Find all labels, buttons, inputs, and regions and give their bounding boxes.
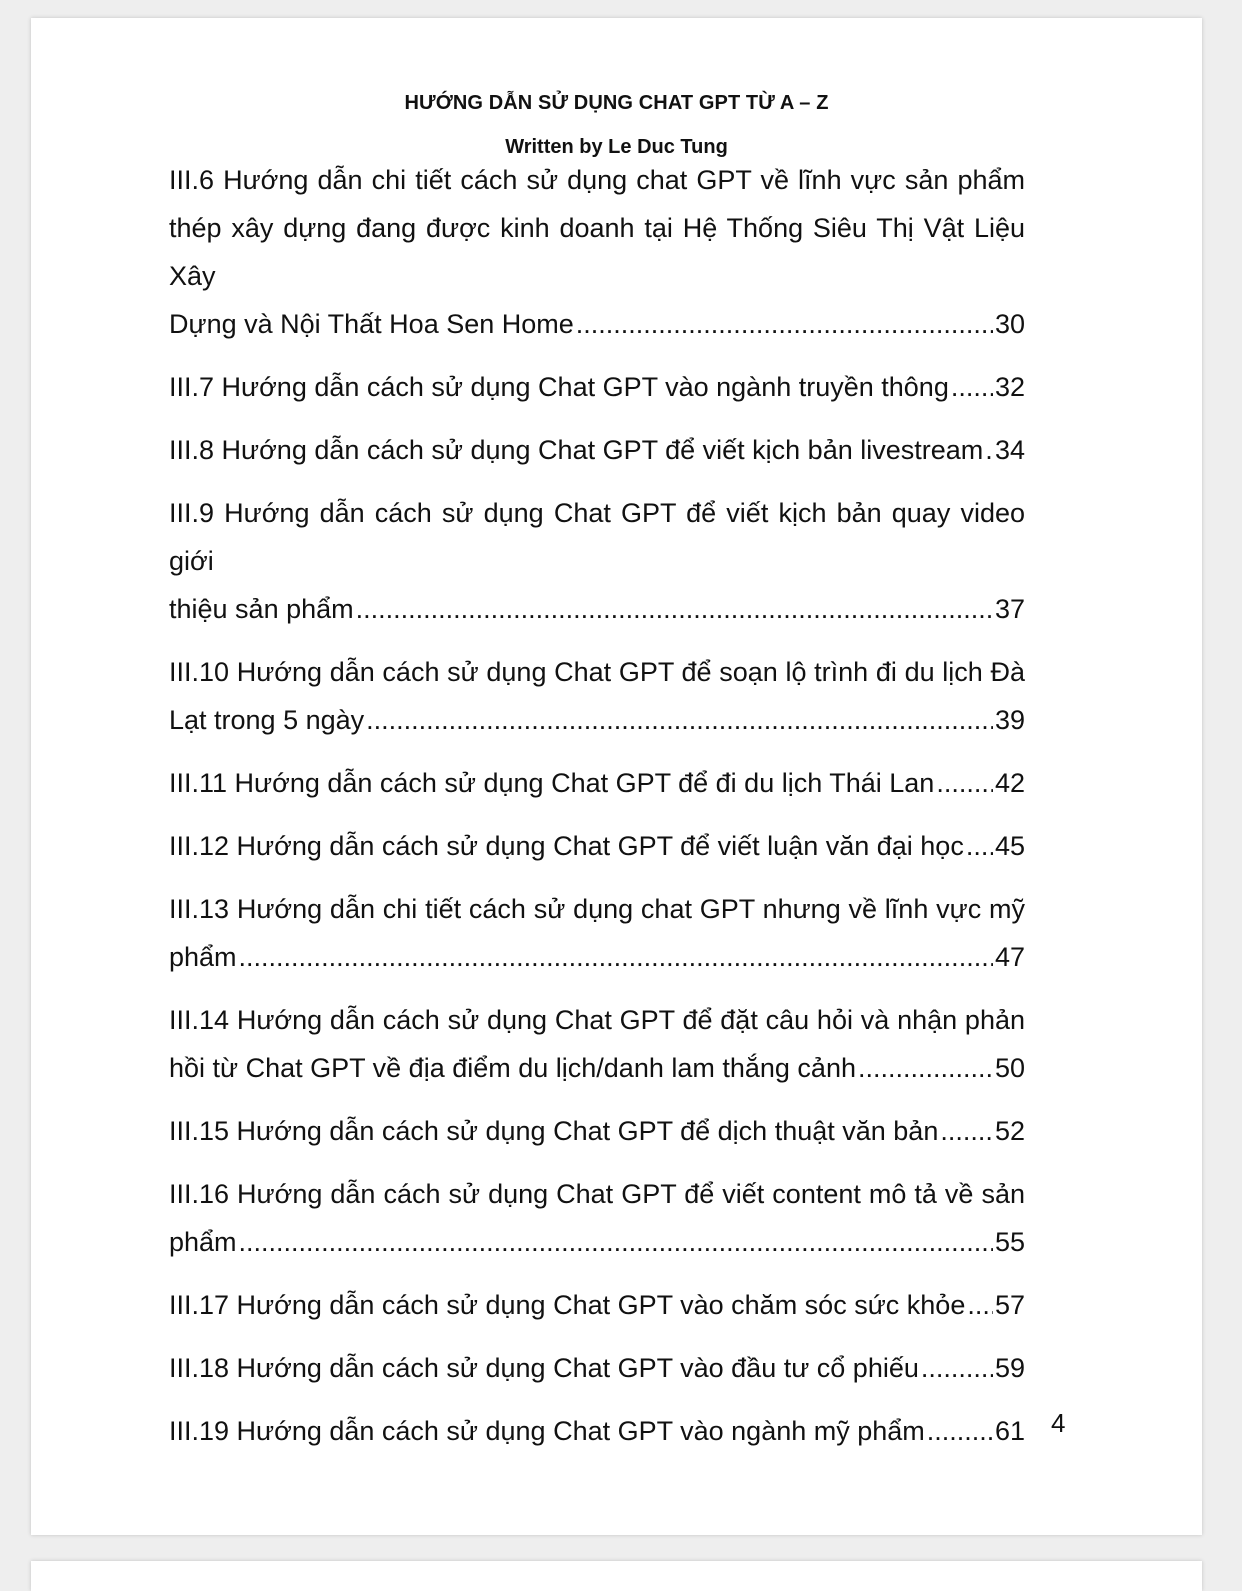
toc-page-number: 42 <box>994 768 1025 798</box>
toc-entry-last-line <box>169 696 1025 744</box>
toc-entry-last-line <box>169 759 1025 807</box>
toc-entry-last-line <box>169 426 1025 474</box>
dot-leader <box>921 1344 993 1392</box>
toc-entry-last-line <box>169 1407 1025 1455</box>
toc-entry[interactable] <box>169 1407 1025 1455</box>
toc-entry-text: III.12 Hướng dẫn cách sử dụng Chat GPT để viết luận văn đại học <box>169 831 964 861</box>
toc-entry[interactable] <box>169 1107 1025 1155</box>
author-line: Written by Le Duc Tung <box>505 136 728 158</box>
toc-entry[interactable] <box>169 426 1025 474</box>
toc-entry-text: Lạt trong 5 ngày <box>169 705 365 735</box>
toc-page-number: 37 <box>994 594 1025 624</box>
toc-entry[interactable] <box>169 156 1025 348</box>
dot-leader <box>940 1107 993 1155</box>
dot-leader <box>576 300 993 348</box>
dot-leader <box>356 585 993 633</box>
toc-entry[interactable] <box>169 822 1025 870</box>
toc-entry-last-line <box>169 300 1025 348</box>
toc-entry-line: III.10 Hướng dẫn cách sử dụng Chat GPT để soạn lộ trình đi du lịch Đà <box>169 657 1025 687</box>
toc-entry-text: III.7 Hướng dẫn cách sử dụng Chat GPT vào ngành truyền thông <box>169 372 949 402</box>
dot-leader <box>927 1407 993 1455</box>
toc-entry-last-line <box>169 363 1025 411</box>
toc-entry-line: III.9 Hướng dẫn cách sử dụng Chat GPT để viết kịch bản quay video giới <box>169 498 1025 576</box>
toc-entry-line: III.13 Hướng dẫn chi tiết cách sử dụng chat GPT nhưng về lĩnh vực mỹ <box>169 894 1025 924</box>
dot-leader <box>858 1044 993 1092</box>
toc-entry-last-line <box>169 1344 1025 1392</box>
toc-entry[interactable] <box>169 1281 1025 1329</box>
toc-page-number: 55 <box>994 1227 1025 1257</box>
dot-leader <box>966 822 993 870</box>
toc-entry[interactable] <box>169 1170 1025 1266</box>
toc-entry-line: thép xây dựng đang được kinh doanh tại Hệ Thống Siêu Thị Vật Liệu Xây <box>169 213 1025 291</box>
toc-entry-last-line <box>169 585 1025 633</box>
toc-entry[interactable] <box>169 363 1025 411</box>
dot-leader <box>951 363 993 411</box>
toc-page-number: 45 <box>994 831 1025 861</box>
toc-page-number: 61 <box>994 1416 1025 1446</box>
page-number: 4 <box>1051 1408 1066 1438</box>
toc-page-number: 52 <box>994 1116 1025 1146</box>
toc-page-number: 57 <box>994 1290 1025 1320</box>
dot-leader <box>936 759 993 807</box>
toc-page-number: 39 <box>994 705 1025 735</box>
toc-entry-last-line <box>169 1107 1025 1155</box>
toc-entry[interactable] <box>169 1344 1025 1392</box>
dot-leader <box>366 696 993 744</box>
toc-page-number: 30 <box>994 309 1025 339</box>
toc-entry-last-line <box>169 1281 1025 1329</box>
toc-entry-text: hồi từ Chat GPT về địa điểm du lịch/danh lam thắng cảnh <box>169 1053 856 1083</box>
document-title: HƯỚNG DẪN SỬ DỤNG CHAT GPT TỪ A – Z <box>404 92 829 114</box>
toc-entry-text: thiệu sản phẩm <box>169 594 354 624</box>
toc-entry[interactable] <box>169 648 1025 744</box>
document-page <box>31 18 1202 1535</box>
dot-leader <box>239 933 993 981</box>
dot-leader <box>239 1218 993 1266</box>
toc-entry-text: III.17 Hướng dẫn cách sử dụng Chat GPT vào chăm sóc sức khỏe <box>169 1290 966 1320</box>
toc-entry-line: III.14 Hướng dẫn cách sử dụng Chat GPT để đặt câu hỏi và nhận phản <box>169 1005 1025 1035</box>
toc-entry[interactable] <box>169 759 1025 807</box>
toc-entry-text: phẩm <box>169 1227 237 1257</box>
toc-entry-text: III.15 Hướng dẫn cách sử dụng Chat GPT để dịch thuật văn bản <box>169 1116 939 1146</box>
toc-entry[interactable] <box>169 996 1025 1092</box>
toc-entry-text: III.8 Hướng dẫn cách sử dụng Chat GPT để viết kịch bản livestream <box>169 435 984 465</box>
toc-entry-text: phẩm <box>169 942 237 972</box>
toc-entry-line: III.16 Hướng dẫn cách sử dụng Chat GPT để viết content mô tả về sản <box>169 1179 1025 1209</box>
toc-entry-last-line <box>169 1044 1025 1092</box>
next-page-edge <box>31 1561 1202 1591</box>
dot-leader <box>967 1281 993 1329</box>
toc-page-number: 59 <box>994 1353 1025 1383</box>
toc-page-number: 34 <box>994 435 1025 465</box>
toc-entry-line: III.6 Hướng dẫn chi tiết cách sử dụng chat GPT về lĩnh vực sản phẩm <box>169 165 1025 195</box>
toc-entry-last-line <box>169 933 1025 981</box>
toc-entry-last-line <box>169 1218 1025 1266</box>
dot-leader <box>985 426 993 474</box>
toc-entry-last-line <box>169 822 1025 870</box>
toc-page-number: 47 <box>994 942 1025 972</box>
toc-entry-text: III.18 Hướng dẫn cách sử dụng Chat GPT vào đầu tư cổ phiếu <box>169 1353 919 1383</box>
toc-entry[interactable] <box>169 489 1025 633</box>
toc-entry-text: III.19 Hướng dẫn cách sử dụng Chat GPT vào ngành mỹ phẩm <box>169 1416 925 1446</box>
toc-page-number: 32 <box>994 372 1025 402</box>
toc-entry[interactable] <box>169 885 1025 981</box>
table-of-contents <box>169 156 1025 1470</box>
toc-entry-text: Dựng và Nội Thất Hoa Sen Home <box>169 309 574 339</box>
toc-page-number: 50 <box>994 1053 1025 1083</box>
toc-entry-text: III.11 Hướng dẫn cách sử dụng Chat GPT để đi du lịch Thái Lan <box>169 768 935 798</box>
